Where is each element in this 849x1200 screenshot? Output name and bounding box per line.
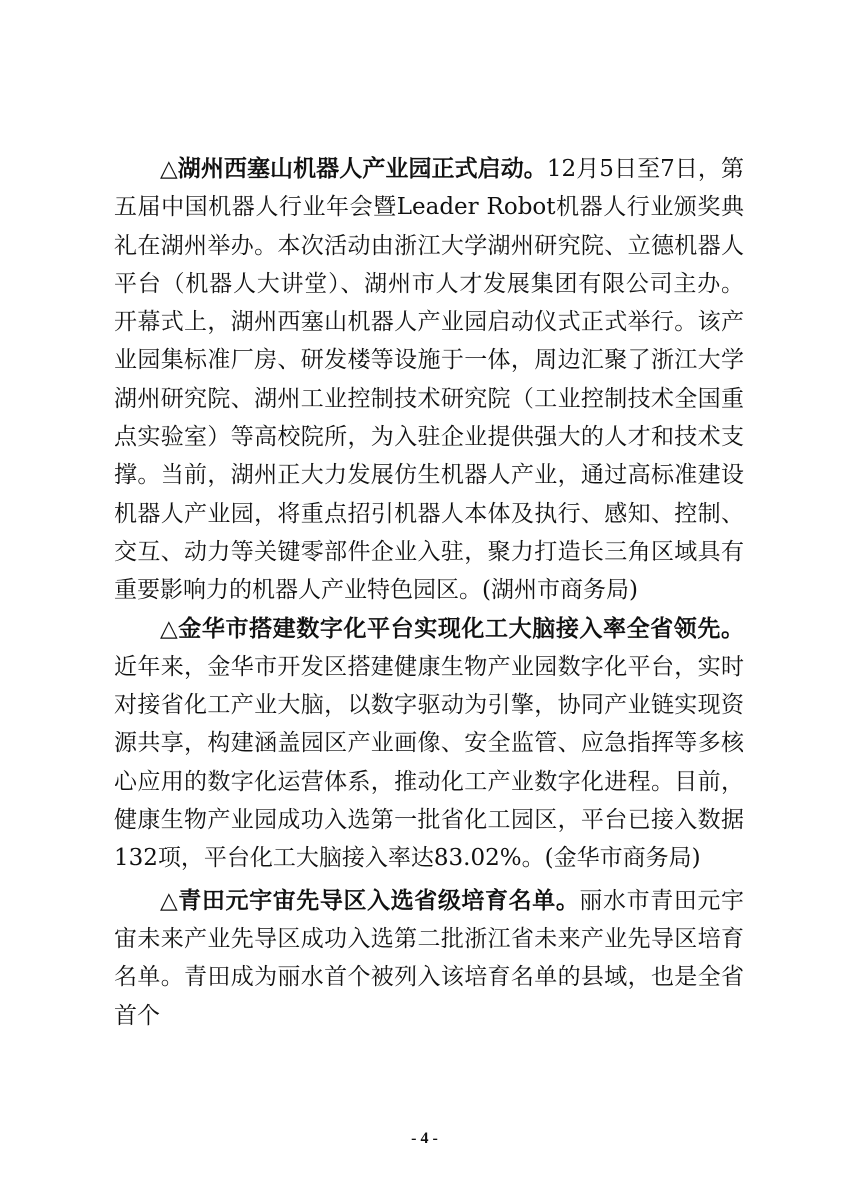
- article-headline: △青田元宇宙先导区入选省级培育名单。: [160, 887, 580, 914]
- article-body: 12月5日至7日，第五届中国机器人行业年会暨Leader Robot机器人行业颁奖典礼在湖州举办。本次活动由浙江大学湖州研究院、立德机器人平台（机器人大讲堂）、湖州市人才发展集团有限公司主办。开幕式上，湖州西塞山机器人产业园启动仪式正式举行。该产业园集标准厂房、研发楼等设施于一体，周边汇聚了浙江大学湖州研究院、湖州工业控制技术研究院（工业控制技术全国重点实验室）等高校院所，为入驻企业提供强大的人才和技术支撑。当前，湖州正大力发展仿生机器人产业，通过高标准建设机器人产业园，将重点招引机器人本体及执行、感知、控制、交互、动力等关键零部件企业入驻，聚力打造长三角区域具有重要影响力的机器人产业特色园区。(湖州市商务局): [114, 156, 744, 604]
- article-qingtian-metaverse: [114, 882, 744, 1035]
- article-huzhou-robot-park: [114, 150, 744, 610]
- page-number: - 4 -: [411, 1130, 438, 1147]
- article-body: 近年来，金华市开发区搭建健康生物产业园数字化平台，实时对接省化工产业大脑，以数字驱动为引擎，协同产业链实现资源共享，构建涵盖园区产业画像、安全监管、应急指挥等多核心应用的数字化运营体系，推动化工产业数字化进程。目前，健康生物产业园成功入选第一批省化工园区，平台已接入数据132项，平台化工大脑接入率达83.02%。(金华市商务局): [114, 653, 744, 872]
- article-headline: △湖州西塞山机器人产业园正式启动。: [160, 156, 547, 182]
- document-body: [114, 150, 744, 1035]
- article-headline: △金华市搭建数字化平台实现化工大脑接入率全省领先。: [160, 615, 744, 642]
- article-body: 丽水市青田元宇宙未来产业先导区成功入选第二批浙江省未来产业先导区培育名单。青田成为丽水首个被列入该培育名单的县域，也是全省首个: [114, 887, 744, 1029]
- article-jinhua-digital-platform: [114, 610, 744, 878]
